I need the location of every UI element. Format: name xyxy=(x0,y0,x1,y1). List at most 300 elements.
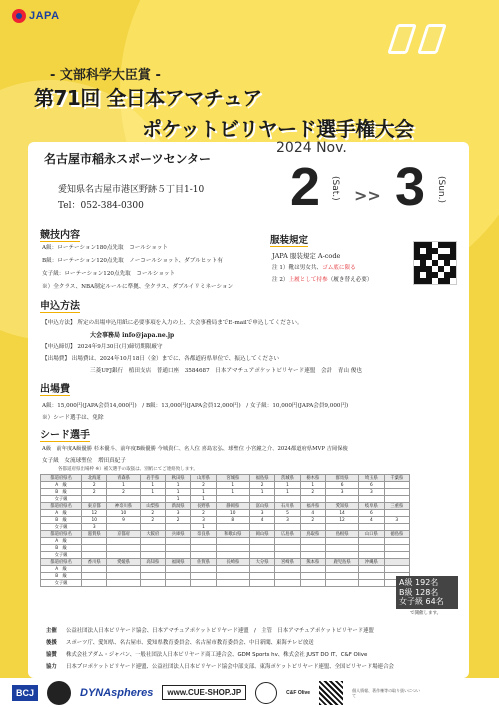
quota-cell: B 級 xyxy=(41,545,82,552)
quota-cell xyxy=(107,573,140,580)
quota-cell: 12 xyxy=(82,510,107,517)
quota-cell xyxy=(107,524,140,531)
award-subtitle: - 文部科学大臣賞 - xyxy=(50,68,161,83)
quota-cell xyxy=(140,552,165,559)
quota-cell xyxy=(82,566,107,573)
eleven-decoration xyxy=(392,24,442,54)
quota-header-cell: 栃木県 xyxy=(300,475,325,482)
quota-cell xyxy=(216,524,249,531)
total-w: 女子級 64名 xyxy=(399,597,444,606)
quota-cell xyxy=(249,496,274,503)
quota-cell xyxy=(191,545,216,552)
quota-cell xyxy=(359,524,384,531)
quota-cell: 1 xyxy=(275,482,300,489)
quota-cell xyxy=(275,524,300,531)
total-a: A級 192名 xyxy=(399,578,439,587)
quota-cell: 2 xyxy=(82,482,107,489)
quota-cell xyxy=(384,482,409,489)
quota-header-cell: 長野県 xyxy=(191,503,216,510)
quota-cell: A 級 xyxy=(41,510,82,517)
apply-deadline-label: 【申込締切】 xyxy=(42,344,76,350)
quota-cell xyxy=(359,538,384,545)
quota-cell xyxy=(359,545,384,552)
quota-cell xyxy=(325,573,358,580)
quota-header-cell: 高知県 xyxy=(140,559,165,566)
quota-cell xyxy=(300,580,325,587)
quota-cell xyxy=(82,580,107,587)
quota-cell xyxy=(165,538,190,545)
quota-cell: 3 xyxy=(249,510,274,517)
quota-cell: 2 xyxy=(140,517,165,524)
quota-header-cell: 愛媛県 xyxy=(107,559,140,566)
footer-label: 後援 xyxy=(46,640,57,646)
quota-cell xyxy=(191,538,216,545)
quota-header-cell: 滋賀県 xyxy=(82,531,107,538)
quota-cell: 2 xyxy=(249,482,274,489)
quota-cell: 2 xyxy=(140,510,165,517)
quota-cell xyxy=(165,545,190,552)
quota-cell: 4 xyxy=(300,510,325,517)
quota-cell xyxy=(165,524,190,531)
quota-cell: 5 xyxy=(275,510,300,517)
totals-box xyxy=(396,576,458,609)
quota-cell: 女子級 xyxy=(41,524,82,531)
start-day: 2 xyxy=(290,157,321,217)
quota-cell xyxy=(325,566,358,573)
quota-cell xyxy=(107,566,140,573)
end-weekday: (Sun.) xyxy=(436,176,446,204)
apply-deadline xyxy=(42,342,163,350)
dress-note-2 xyxy=(272,275,372,283)
quota-cell: 3 xyxy=(165,510,190,517)
dress-note-red: 上履として持参 xyxy=(288,277,328,283)
japa-logo-icon xyxy=(12,9,26,23)
events-line: B級：ローテーション120点先取 ノーコールショット、ダブルヒット有 xyxy=(42,258,223,264)
quota-cell: 3 xyxy=(191,517,216,524)
quota-header-cell: 熊本県 xyxy=(300,559,325,566)
quota-cell: 3 xyxy=(384,517,409,524)
quota-cell xyxy=(384,510,409,517)
quota-header-cell: 鹿児島県 xyxy=(325,559,358,566)
quota-cell: 1 xyxy=(191,524,216,531)
quota-cell xyxy=(359,580,384,587)
fee-note: ※）シード選手は、免除 xyxy=(42,415,104,421)
quota-cell: 1 xyxy=(249,489,274,496)
quota-cell: 3 xyxy=(359,489,384,496)
apply-method-label: 【申込方法】 xyxy=(42,320,76,326)
quota-row xyxy=(41,552,410,559)
quota-header-cell: 大分県 xyxy=(249,559,274,566)
quota-cell xyxy=(359,566,384,573)
quota-cell xyxy=(216,545,249,552)
quota-cell: 10 xyxy=(216,510,249,517)
quota-cell xyxy=(275,552,300,559)
quota-header-cell: 奈良県 xyxy=(191,531,216,538)
quota-header-row xyxy=(41,503,410,510)
apply-deadline-text: 2024年9月30日(月)締切期限厳守 xyxy=(77,344,163,350)
sponsor-bar xyxy=(0,678,499,707)
quota-header-cell: 徳島県 xyxy=(384,531,409,538)
footer-sponsor xyxy=(46,650,367,658)
footer-label: 主催 xyxy=(46,628,57,634)
date-arrows: >> xyxy=(354,186,381,205)
quota-cell xyxy=(325,552,358,559)
quota-cell: 2 xyxy=(300,489,325,496)
quota-cell xyxy=(384,496,409,503)
quota-cell xyxy=(216,552,249,559)
quota-header-cell: 佐賀県 xyxy=(191,559,216,566)
quota-cell xyxy=(216,573,249,580)
quota-cell xyxy=(325,524,358,531)
quota-header-row xyxy=(41,559,410,566)
quota-header-cell: 香川県 xyxy=(82,559,107,566)
quota-header-cell: 広島県 xyxy=(275,531,300,538)
quota-header-cell: 石川県 xyxy=(275,503,300,510)
quota-header-cell xyxy=(384,559,409,566)
quota-header-cell: 和歌山県 xyxy=(216,531,249,538)
quota-cell xyxy=(107,552,140,559)
title-line-2: ポケットビリヤード選手権大会 xyxy=(142,117,414,141)
footer-label: 協賛 xyxy=(46,652,57,658)
quota-header-cell: 福岡県 xyxy=(165,559,190,566)
quota-cell xyxy=(275,580,300,587)
quota-row xyxy=(41,580,410,587)
quota-cell xyxy=(140,566,165,573)
quota-note: 各都道府県出場枠 ※）補欠選手の取扱は、別紙にてご連絡致します。 xyxy=(58,467,198,472)
dress-title: 服装規定 xyxy=(270,232,308,247)
quota-cell xyxy=(165,580,190,587)
dyna-logo[interactable]: DYNAspheres xyxy=(80,686,154,699)
qr-code[interactable] xyxy=(413,241,457,285)
quota-header-cell: 岩手県 xyxy=(140,475,165,482)
quota-row xyxy=(41,489,410,496)
quota-cell xyxy=(384,538,409,545)
quota-cell: 10 xyxy=(107,510,140,517)
quota-header-cell: 大阪府 xyxy=(140,531,165,538)
quota-cell: A 級 xyxy=(41,538,82,545)
dress-note-1 xyxy=(272,263,356,271)
dress-note-text: 注 2） xyxy=(272,277,289,283)
quota-header-row xyxy=(41,531,410,538)
quota-cell xyxy=(275,545,300,552)
quota-header-cell: 都道府県名 xyxy=(41,503,82,510)
bcj-logo[interactable]: BCJ xyxy=(12,685,38,701)
quota-header-cell: 岡山県 xyxy=(249,531,274,538)
quota-cell: 4 xyxy=(249,517,274,524)
quota-cell xyxy=(165,573,190,580)
quota-cell xyxy=(275,496,300,503)
quota-cell: 1 xyxy=(275,489,300,496)
quota-cell xyxy=(325,496,358,503)
quota-cell: 4 xyxy=(359,517,384,524)
events-title: 競技内容 xyxy=(40,226,80,242)
seed-line-1: A級 前年度A級優勝 杉本優斗、前年度B級優勝 今城貴仁、名人位 喜島宏弘、球聖位 小宮鐘之介、2024都道府県MVP 吉岡保俊 xyxy=(42,446,348,452)
logo-text: JAPA xyxy=(29,10,60,22)
quota-cell: 2 xyxy=(191,510,216,517)
quota-header-cell: 兵庫県 xyxy=(165,531,190,538)
quota-cell: 女子級 xyxy=(41,552,82,559)
quota-cell xyxy=(325,545,358,552)
quota-cell xyxy=(249,580,274,587)
quota-header-cell: 愛知県 xyxy=(325,503,358,510)
quota-cell: 14 xyxy=(325,510,358,517)
privacy-note: 個人情報、著作権等の取り扱いについて xyxy=(352,687,420,698)
quota-cell: 1 xyxy=(191,489,216,496)
quota-cell: 1 xyxy=(140,482,165,489)
apply-fee-text: 出場費は、2024年10月18日（金）までに、各都道府県単位で、振込してください xyxy=(71,356,280,362)
quota-cell xyxy=(82,552,107,559)
quota-cell: 6 xyxy=(359,510,384,517)
quota-cell: 2 xyxy=(300,517,325,524)
quota-cell: 3 xyxy=(275,517,300,524)
quota-cell xyxy=(249,545,274,552)
quota-header-cell: 都道府県名 xyxy=(41,475,82,482)
quota-row xyxy=(41,566,410,573)
events-line: 女子級：ローテーション120点先取 コールショット xyxy=(42,271,176,277)
quota-cell: 8 xyxy=(216,517,249,524)
quota-cell: B 級 xyxy=(41,573,82,580)
footer-support xyxy=(46,638,314,646)
quota-header-cell: 沖縄県 xyxy=(359,559,384,566)
quota-header-cell: 福島県 xyxy=(249,475,274,482)
venue-name: 名古屋市稲永スポーツセンター xyxy=(44,152,212,166)
dress-note-red: ゴム底に限る xyxy=(322,265,356,271)
sponsor-circle-logo[interactable] xyxy=(47,681,71,705)
quota-header-cell: 山梨県 xyxy=(140,503,165,510)
quota-cell xyxy=(82,573,107,580)
quota-cell xyxy=(359,573,384,580)
quota-cell: 6 xyxy=(325,482,358,489)
dress-note-text: （履き替え必要） xyxy=(327,277,373,283)
fee-text: A級：15,000円(JAPA会員14,000円) / B級：13,000円(JAPA会員12,000円) / 女子級：10,000円(JAPA会員9,000円) xyxy=(42,403,349,409)
quota-cell: B 級 xyxy=(41,517,82,524)
footer-text: スポーツ庁、愛知県、名古屋市、愛知県教育委員会、名古屋市教育委員会、中日新聞、東海テレビ放送 xyxy=(66,640,314,646)
quota-cell xyxy=(140,573,165,580)
venue-tel: Tel：052-384-0300 xyxy=(58,201,144,211)
quota-header-row xyxy=(41,475,410,482)
quota-cell: 女子級 xyxy=(41,496,82,503)
quota-header-cell: 神奈川県 xyxy=(107,503,140,510)
apply-method-text: 所定の出場申込用紙に必要事項を入力の上、大会事務局までE-mailで申込してください。 xyxy=(77,320,303,326)
cf-olive-text: C&F Olive xyxy=(286,689,311,696)
quota-header-cell: 鳥取県 xyxy=(300,531,325,538)
footer-text: 株式会社アダム・ジャパン、一般社団法人日本ビリヤード商工連合会、GDM Sports hv、株式会社 JUST DO IT、C&F Olive xyxy=(66,652,368,658)
events-line: ※）全クラス、NBA制定ルールに準拠、全クラス、ダブルイリミネーション xyxy=(42,284,234,290)
totals-note: で開催します。 xyxy=(410,611,442,616)
quota-cell xyxy=(359,552,384,559)
quota-row xyxy=(41,545,410,552)
quota-cell xyxy=(300,566,325,573)
page-title xyxy=(34,82,474,142)
quota-cell: 1 xyxy=(140,489,165,496)
quota-header-cell: 京都府 xyxy=(107,531,140,538)
quota-cell xyxy=(82,545,107,552)
quota-cell xyxy=(140,496,165,503)
quota-cell xyxy=(82,496,107,503)
quota-cell: B 級 xyxy=(41,489,82,496)
events-line: A級：ローテーション180点先取 コールショット xyxy=(42,245,169,251)
seed-title: シード選手 xyxy=(40,426,90,442)
quota-cell: 3 xyxy=(325,489,358,496)
quota-header-cell: 長崎県 xyxy=(216,559,249,566)
venue-address: 愛知県名古屋市港区野跡５丁目1-10 xyxy=(58,185,205,195)
quota-cell xyxy=(249,566,274,573)
quota-cell xyxy=(384,489,409,496)
apply-fee xyxy=(42,354,279,362)
quota-cell: 1 xyxy=(300,482,325,489)
quota-cell xyxy=(300,524,325,531)
quota-header-cell: 都道府県名 xyxy=(41,559,82,566)
quota-cell xyxy=(165,552,190,559)
quota-cell xyxy=(325,580,358,587)
quota-header-cell: 富山県 xyxy=(249,503,274,510)
quota-cell: A 級 xyxy=(41,566,82,573)
quota-cell xyxy=(107,538,140,545)
quota-cell: 2 xyxy=(165,517,190,524)
cue-shop-logo[interactable]: www.CUE-SHOP.JP xyxy=(162,685,246,700)
quota-cell xyxy=(216,496,249,503)
quota-cell xyxy=(275,573,300,580)
quota-header-cell: 群馬県 xyxy=(325,475,358,482)
quota-cell xyxy=(140,524,165,531)
quota-cell: 1 xyxy=(165,482,190,489)
quota-header-cell: 静岡県 xyxy=(216,503,249,510)
quota-header-cell: 青森県 xyxy=(107,475,140,482)
cf-olive-logo[interactable] xyxy=(255,682,277,704)
quota-header-cell: 山口県 xyxy=(359,531,384,538)
quota-row xyxy=(41,573,410,580)
date-year-month: 2024 Nov. xyxy=(276,140,347,156)
apply-method xyxy=(42,318,303,326)
quota-row xyxy=(41,538,410,545)
quota-cell: 1 xyxy=(216,482,249,489)
quota-cell xyxy=(249,552,274,559)
footer-cooperation xyxy=(46,662,394,670)
quota-cell xyxy=(140,538,165,545)
quota-cell xyxy=(359,496,384,503)
quota-cell: 1 xyxy=(165,496,190,503)
quota-cell xyxy=(300,496,325,503)
quota-cell: 6 xyxy=(359,482,384,489)
quota-header-cell: 島根県 xyxy=(325,531,358,538)
quota-row xyxy=(41,510,410,517)
quota-cell xyxy=(140,545,165,552)
quota-header-cell: 千葉県 xyxy=(384,475,409,482)
quota-cell: 2 xyxy=(82,489,107,496)
quota-row xyxy=(41,517,410,524)
japa-logo xyxy=(12,9,60,23)
bank-info: 三菱UFJ銀行 植田支店 普通口座 3584687 日本アマチュアポケットビリヤード連盟 会計 青山 俊也 xyxy=(90,368,362,374)
quota-cell xyxy=(165,566,190,573)
quota-table xyxy=(40,474,410,587)
footer-text: 公益社団法人日本ビリヤード協会、日本アマチュアポケットビリヤード連盟 / 主管 日本アマチュアポケットビリヤード連盟 xyxy=(66,628,374,634)
quota-cell: 9 xyxy=(107,517,140,524)
quota-cell xyxy=(275,538,300,545)
quota-header-cell: 都道府県名 xyxy=(41,531,82,538)
quota-cell xyxy=(300,573,325,580)
quota-header-cell: 宮城県 xyxy=(216,475,249,482)
quota-cell xyxy=(384,545,409,552)
quota-cell: 2 xyxy=(191,482,216,489)
quota-cell xyxy=(249,573,274,580)
quota-cell xyxy=(325,538,358,545)
quota-cell xyxy=(275,566,300,573)
quota-cell: 3 xyxy=(82,524,107,531)
quota-header-cell: 福井県 xyxy=(300,503,325,510)
quota-cell xyxy=(191,566,216,573)
quota-cell: 1 xyxy=(107,482,140,489)
stroke-shape xyxy=(387,24,417,54)
quota-cell: 1 xyxy=(216,489,249,496)
privacy-qr-code[interactable] xyxy=(319,681,343,705)
footer-text: 日本プロポケットビリヤード連盟、公益社団法人日本ビリヤード協会中部支部、東海ポケットビリヤード連盟、全国ビリヤード場連合会 xyxy=(66,664,394,670)
quota-cell xyxy=(107,545,140,552)
footer-label: 協力 xyxy=(46,664,57,670)
quota-header-cell: 秋田県 xyxy=(165,475,190,482)
quota-cell xyxy=(384,524,409,531)
quota-header-cell: 山形県 xyxy=(191,475,216,482)
title-line-1: 第71回 全日本アマチュア xyxy=(34,86,262,110)
quota-cell xyxy=(216,566,249,573)
quota-cell xyxy=(249,538,274,545)
quota-cell xyxy=(82,538,107,545)
quota-cell xyxy=(107,496,140,503)
start-weekday: (Sat.) xyxy=(330,176,340,201)
quota-header-cell: 北海道 xyxy=(82,475,107,482)
quota-cell xyxy=(140,580,165,587)
quota-header-cell: 宮崎県 xyxy=(275,559,300,566)
quota-cell xyxy=(300,538,325,545)
office-email[interactable]: 大会事務局 info@japa.ne.jp xyxy=(90,332,175,339)
quota-cell xyxy=(249,524,274,531)
quota-cell xyxy=(216,538,249,545)
apply-title: 申込方法 xyxy=(40,297,80,313)
quota-cell xyxy=(216,580,249,587)
quota-row xyxy=(41,482,410,489)
quota-cell xyxy=(191,573,216,580)
quota-header-cell: 新潟県 xyxy=(165,503,190,510)
quota-header-cell: 岐阜県 xyxy=(359,503,384,510)
quota-cell: A 級 xyxy=(41,482,82,489)
quota-cell: 1 xyxy=(191,496,216,503)
quota-cell: 1 xyxy=(165,489,190,496)
apply-fee-label: 【出場費】 xyxy=(42,356,70,362)
quota-cell: 10 xyxy=(82,517,107,524)
quota-row xyxy=(41,524,410,531)
quota-header-cell: 茨城県 xyxy=(275,475,300,482)
quota-cell xyxy=(191,552,216,559)
quota-row xyxy=(41,496,410,503)
quota-cell: 2 xyxy=(107,489,140,496)
quota-cell xyxy=(107,580,140,587)
dress-code: JAPA 服装規定 A-code xyxy=(272,252,341,260)
quota-cell xyxy=(384,552,409,559)
fee-title: 出場費 xyxy=(40,380,70,396)
quota-header-cell: 東京都 xyxy=(82,503,107,510)
quota-header-cell: 埼玉県 xyxy=(359,475,384,482)
quota-cell xyxy=(384,566,409,573)
quota-cell: 12 xyxy=(325,517,358,524)
total-b: B級 128名 xyxy=(399,587,439,597)
footer-organizer xyxy=(46,626,374,634)
quota-cell xyxy=(300,552,325,559)
end-day: 3 xyxy=(395,157,426,217)
seed-line-2: 女子級 女流球聖位 増田真紀子 xyxy=(42,458,126,464)
quota-header-cell: 三重県 xyxy=(384,503,409,510)
dress-note-text: 注 1）靴は男女共、 xyxy=(272,265,323,271)
quota-cell: 女子級 xyxy=(41,580,82,587)
quota-cell xyxy=(300,545,325,552)
